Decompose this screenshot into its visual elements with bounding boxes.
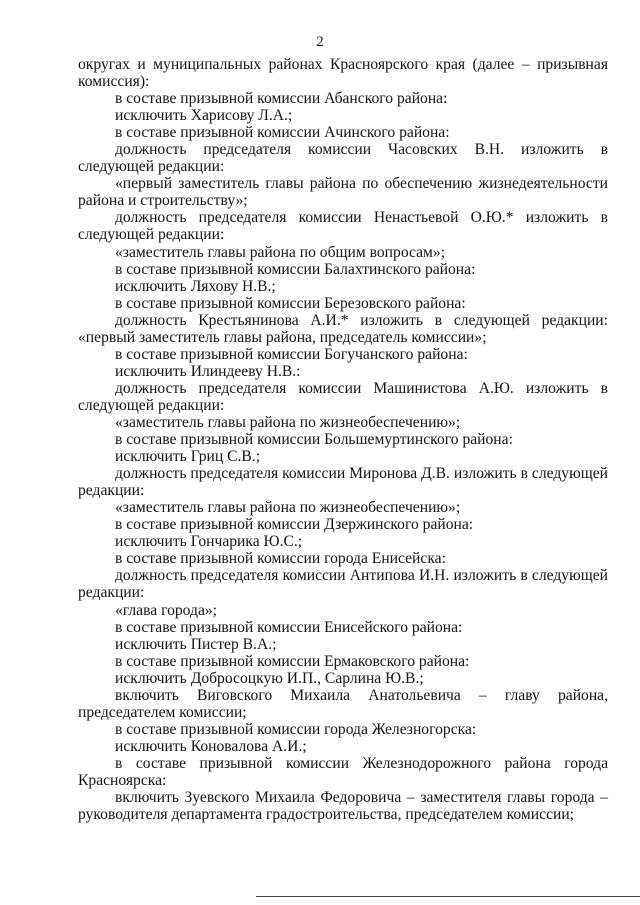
paragraph: «заместитель главы района по жизнеобеспечению»;	[115, 413, 461, 431]
paragraph: включить Виговского Михаила Анатольевича – главу района, председателем комиссии;	[78, 686, 608, 721]
paragraph: исключить Пистер В.А.;	[115, 635, 277, 653]
paragraph: в составе призывной комиссии Ермаковского района:	[115, 652, 470, 670]
paragraph: в составе призывной комиссии Большемуртинского района:	[115, 431, 513, 449]
paragraph: должность Крестьянинова А.И.* изложить в следующей редакции: «первый заместитель главы района, председатель комиссии»;	[78, 311, 608, 346]
paragraph: в составе призывной комиссии города Енисейска:	[115, 550, 446, 568]
paragraph: «заместитель главы района по жизнеобеспечению»;	[115, 499, 461, 517]
paragraph: в составе призывной комиссии Железнодорожного района города Красноярска:	[78, 754, 608, 789]
paragraph: «первый заместитель главы района по обеспечению жизнедеятельности района и строительству»;	[78, 175, 608, 210]
paragraph: исключить Добросоцкую И.П., Сарлина Ю.В.;	[115, 669, 424, 687]
paragraph: в составе призывной комиссии Дзержинского района:	[115, 516, 474, 534]
paragraph: исключить Ляхову Н.В.;	[115, 277, 276, 295]
paragraph: «глава города»;	[115, 601, 218, 619]
paragraph: исключить Илиндееву Н.В.:	[115, 362, 301, 380]
paragraph: исключить Гончарика Ю.С.;	[115, 533, 303, 551]
paragraph: в составе призывной комиссии Богучанского района:	[115, 345, 468, 363]
paragraph: исключить Харисову Л.А.;	[115, 107, 293, 125]
paragraph: должность председателя комиссии Ненастьевой О.Ю.* изложить в следующей редакции:	[78, 209, 608, 244]
paragraph: в составе призывной комиссии Абанского района:	[115, 90, 448, 108]
footer-rule	[256, 896, 640, 897]
paragraph: «заместитель главы района по общим вопросам»;	[115, 243, 446, 261]
paragraph: исключить Гриц С.В.;	[115, 448, 261, 466]
paragraph: в составе призывной комиссии города Железногорска:	[115, 720, 477, 738]
paragraph: в составе призывной комиссии Ачинского района:	[115, 124, 450, 142]
paragraph: должность председателя комиссии Миронова Д.В. изложить в следующей редакции:	[78, 465, 608, 500]
paragraph: округах и муниципальных районах Красноярского края (далее – призывная комиссия):	[78, 56, 608, 91]
paragraph: в составе призывной комиссии Енисейского района:	[115, 618, 463, 636]
paragraph: должность председателя комиссии Антипова И.Н. изложить в следующей редакции:	[78, 567, 608, 602]
paragraph: в составе призывной комиссии Балахтинского района:	[115, 260, 476, 278]
paragraph: исключить Коновалова А.И.;	[115, 737, 307, 755]
paragraph: должность председателя комиссии Часовских В.Н. изложить в следующей редакции:	[78, 141, 608, 176]
document-body	[78, 56, 608, 823]
paragraph: в составе призывной комиссии Березовского района:	[115, 294, 466, 312]
paragraph: включить Зуевского Михаила Федоровича – заместителя главы города – руководителя департамента градостроительства, председателем комиссии;	[78, 789, 608, 824]
paragraph: должность председателя комиссии Машинистова А.Ю. изложить в следующей редакции:	[78, 379, 608, 414]
page-number: 2	[316, 34, 324, 50]
